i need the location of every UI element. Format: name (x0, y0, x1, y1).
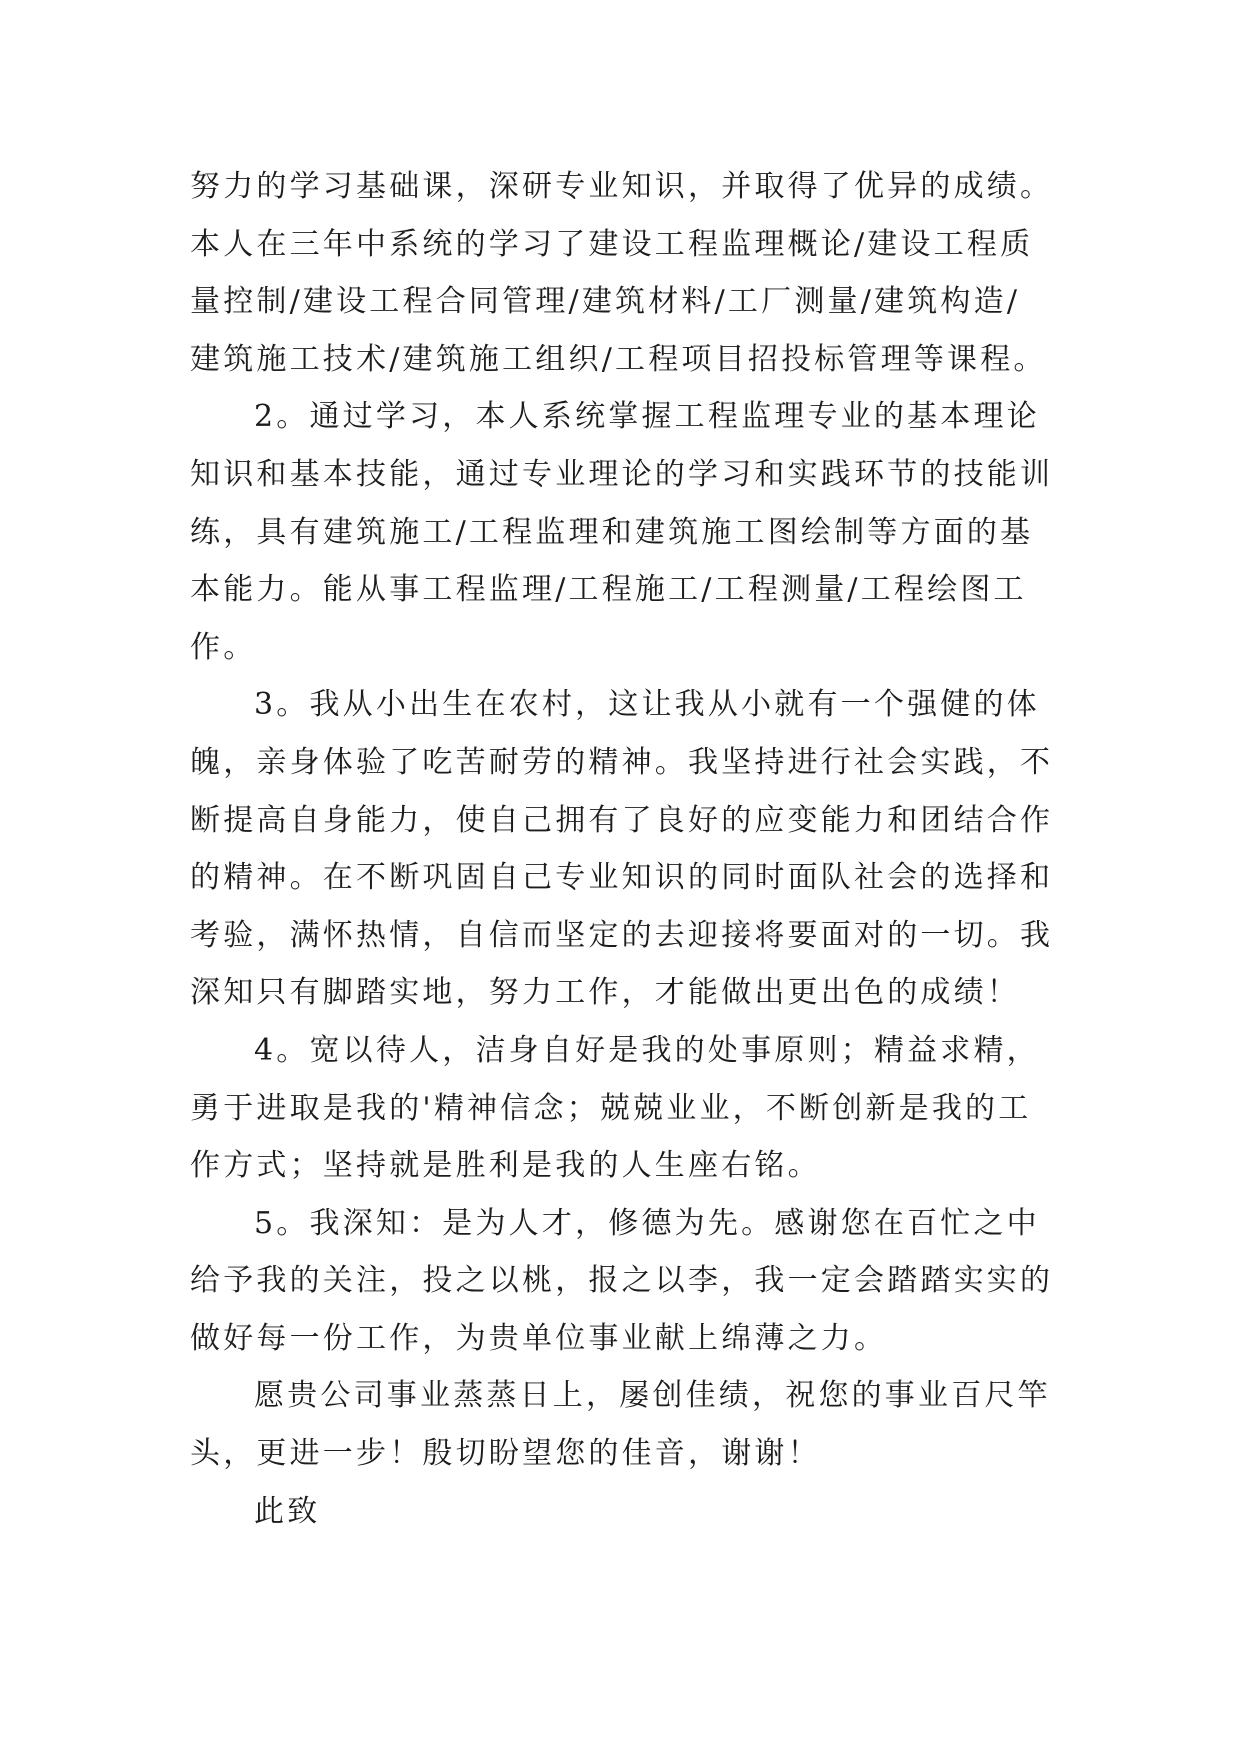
text-line: 的精神。在不断巩固自己专业知识的同时面队社会的选择和 (190, 860, 1054, 896)
text-line: 做好每一份工作，为贵单位事业献上绵薄之力。 (190, 1320, 888, 1356)
text-line: 知识和基本技能，通过专业理论的学习和实践环节的技能训 (190, 456, 1054, 492)
text-line: 本人在三年中系统的学习了建设工程监理概论/建设工程质 (190, 226, 1034, 262)
closing-wish-start: 愿贵公司事业蒸蒸日上，屡创佳绩，祝您的事业百尺竿 (254, 1378, 1051, 1414)
salutation-closing: 此致 (254, 1493, 321, 1529)
text-line: 作方式；坚持就是胜利是我的人生座右铭。 (190, 1148, 821, 1184)
text-line: 本能力。能从事工程监理/工程施工/工程测量/工程绘图工 (190, 572, 1027, 608)
paragraph-3-start: 3。我从小出生在农村，这让我从小就有一个强健的体 (254, 687, 1040, 723)
text-line: 考验，满怀热情，自信而坚定的去迎接将要面对的一切。我 (190, 917, 1054, 953)
paragraph-2-start: 2。通过学习，本人系统掌握工程监理专业的基本理论 (254, 399, 1040, 435)
text-line: 魄，亲身体验了吃苦耐劳的精神。我坚持进行社会实践，不 (190, 744, 1054, 780)
letter-body (190, 158, 1070, 1540)
text-line: 练，具有建筑施工/工程监理和建筑施工图绘制等方面的基 (190, 514, 1034, 550)
text-line: 头，更进一步！殷切盼望您的佳音，谢谢！ (190, 1436, 821, 1472)
text-line: 断提高自身能力，使自己拥有了良好的应变能力和团结合作 (190, 802, 1054, 838)
paragraph-4-start: 4。宽以待人，洁身自好是我的处事原则；精益求精， (254, 1032, 1040, 1068)
text-line: 深知只有脚踏实地，努力工作，才能做出更出色的成绩！ (190, 975, 1020, 1011)
text-line: 作。 (190, 629, 257, 665)
text-line: 建筑施工技术/建筑施工组织/工程项目招投标管理等课程。 (190, 341, 1047, 377)
text-line: 勇于进取是我的'精神信念；兢兢业业，不断创新是我的工 (190, 1090, 1032, 1126)
paragraph-5-start: 5。我深知：是为人才，修德为先。感谢您在百忙之中 (254, 1205, 1040, 1241)
text-line: 努力的学习基础课，深研专业知识，并取得了优异的成绩。 (190, 169, 1054, 204)
text-line: 量控制/建设工程合同管理/建筑材料/工厂测量/建筑构造/ (190, 284, 1021, 320)
text-line: 给予我的关注，投之以桃，报之以李，我一定会踏踏实实的 (190, 1263, 1054, 1299)
